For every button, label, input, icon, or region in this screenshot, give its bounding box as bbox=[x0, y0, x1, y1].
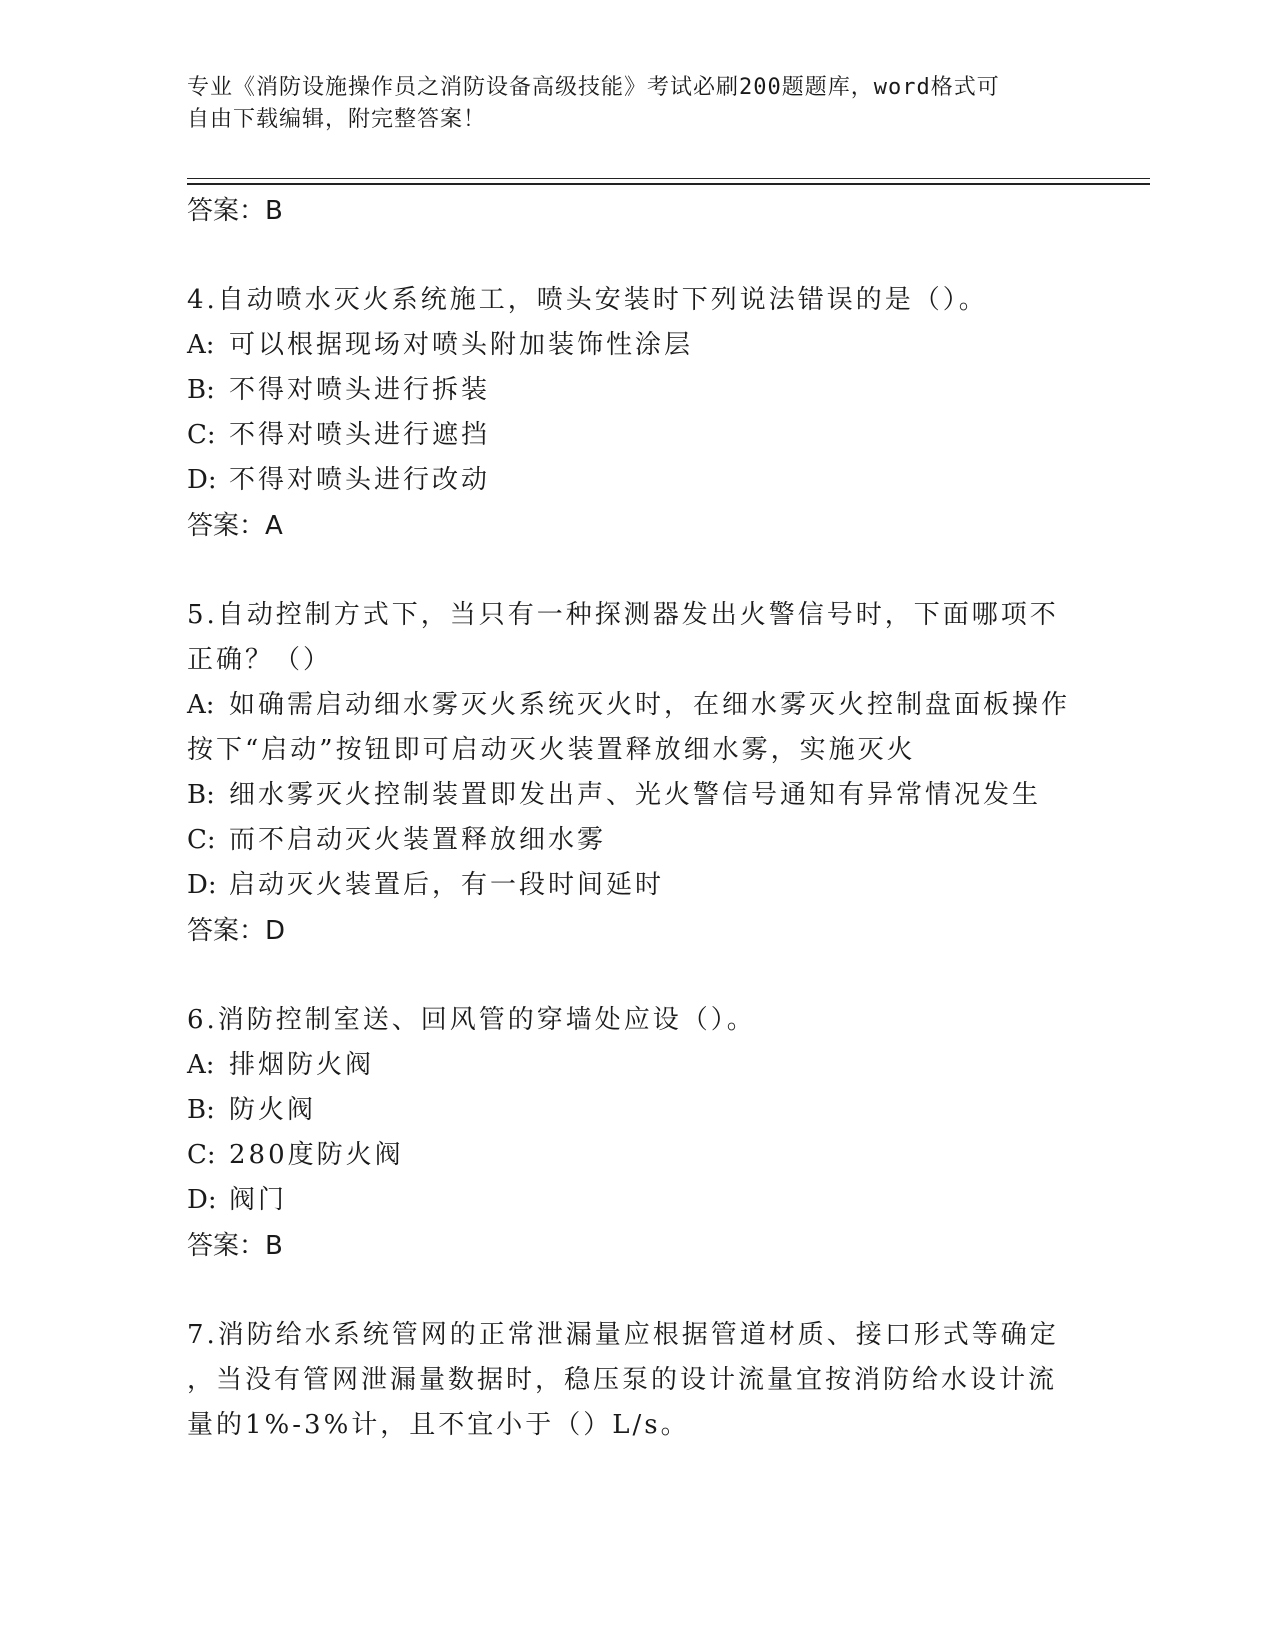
option-label: D: bbox=[187, 465, 217, 495]
question-stem: 量的1%-3%计，且不宜小于（）L/s。 bbox=[187, 1410, 690, 1440]
option-a bbox=[187, 683, 1087, 728]
question-block bbox=[187, 1313, 1087, 1448]
option-label: B: bbox=[187, 1095, 215, 1125]
option-a bbox=[187, 728, 1087, 773]
option-a bbox=[187, 1043, 1087, 1088]
option-text: 按下“启动”按钮即可启动灭火装置释放细水雾，实施灭火 bbox=[187, 735, 916, 765]
option-text: 不得对喷头进行拆装 bbox=[229, 375, 491, 405]
option-c bbox=[187, 413, 1087, 458]
option-a bbox=[187, 323, 1087, 368]
option-text: 阀门 bbox=[229, 1185, 288, 1215]
question-stem: 5.自动控制方式下，当只有一种探测器发出火警信号时，下面哪项不 bbox=[187, 600, 1059, 630]
answer-line: 答案：D bbox=[187, 916, 286, 946]
option-c bbox=[187, 818, 1087, 863]
spacer bbox=[187, 954, 1087, 998]
option-d bbox=[187, 863, 1087, 908]
option-label: D: bbox=[187, 870, 217, 900]
option-label: C: bbox=[187, 1140, 216, 1170]
question-list bbox=[187, 188, 1087, 1448]
option-label: C: bbox=[187, 420, 216, 450]
document-header bbox=[187, 72, 1067, 136]
header-divider-thick bbox=[187, 183, 1150, 185]
answer-line: 答案：B bbox=[187, 1231, 283, 1261]
answer-line: 答案：A bbox=[187, 511, 283, 541]
option-label: A: bbox=[187, 1050, 215, 1080]
option-d bbox=[187, 458, 1087, 503]
question-stem: 6.消防控制室送、回风管的穿墙处应设（）。 bbox=[187, 1005, 756, 1035]
option-c bbox=[187, 1133, 1087, 1178]
question-block bbox=[187, 593, 1087, 954]
option-text: 不得对喷头进行遮挡 bbox=[229, 420, 491, 450]
question-block bbox=[187, 998, 1087, 1269]
question-stem: 7.消防给水系统管网的正常泄漏量应根据管道材质、接口形式等确定 bbox=[187, 1320, 1059, 1350]
option-text: 启动灭火装置后，有一段时间延时 bbox=[229, 870, 665, 900]
option-b bbox=[187, 773, 1087, 818]
spacer bbox=[187, 1269, 1087, 1313]
option-b bbox=[187, 1088, 1087, 1133]
option-text: 防火阀 bbox=[229, 1095, 317, 1125]
option-text: 细水雾灭火控制装置即发出声、光火警信号通知有异常情况发生 bbox=[229, 780, 1042, 810]
question-stem: 4.自动喷水灭火系统施工，喷头安装时下列说法错误的是（）。 bbox=[187, 285, 988, 315]
question-stem: ，当没有管网泄漏量数据时，稳压泵的设计流量宜按消防给水设计流 bbox=[187, 1365, 1058, 1395]
header-line-1: 专业《消防设施操作员之消防设备高级技能》考试必刷200题题库，word格式可 bbox=[187, 75, 1000, 100]
header-divider-thin bbox=[187, 178, 1150, 179]
option-d bbox=[187, 1178, 1087, 1223]
option-label: A: bbox=[187, 690, 215, 720]
option-text: 排烟防火阀 bbox=[229, 1050, 375, 1080]
option-label: D: bbox=[187, 1185, 217, 1215]
spacer bbox=[187, 549, 1087, 593]
option-label: C: bbox=[187, 825, 216, 855]
question-stem: 正确？（） bbox=[187, 645, 333, 675]
option-label: B: bbox=[187, 780, 215, 810]
spacer bbox=[187, 234, 1087, 278]
option-text: 而不启动灭火装置释放细水雾 bbox=[229, 825, 607, 855]
question-block bbox=[187, 278, 1087, 549]
answer-line: 答案：B bbox=[187, 196, 283, 226]
option-b bbox=[187, 368, 1087, 413]
questions-container bbox=[187, 278, 1087, 1448]
option-text: 不得对喷头进行改动 bbox=[229, 465, 491, 495]
option-label: A: bbox=[187, 330, 215, 360]
option-label: B: bbox=[187, 375, 215, 405]
option-text: 可以根据现场对喷头附加装饰性涂层 bbox=[229, 330, 694, 360]
header-line-2: 自由下载编辑，附完整答案！ bbox=[187, 107, 487, 132]
option-text: 280度防火阀 bbox=[229, 1140, 404, 1170]
option-text: 如确需启动细水雾灭火系统灭火时，在细水雾灭火控制盘面板操作 bbox=[229, 690, 1071, 720]
